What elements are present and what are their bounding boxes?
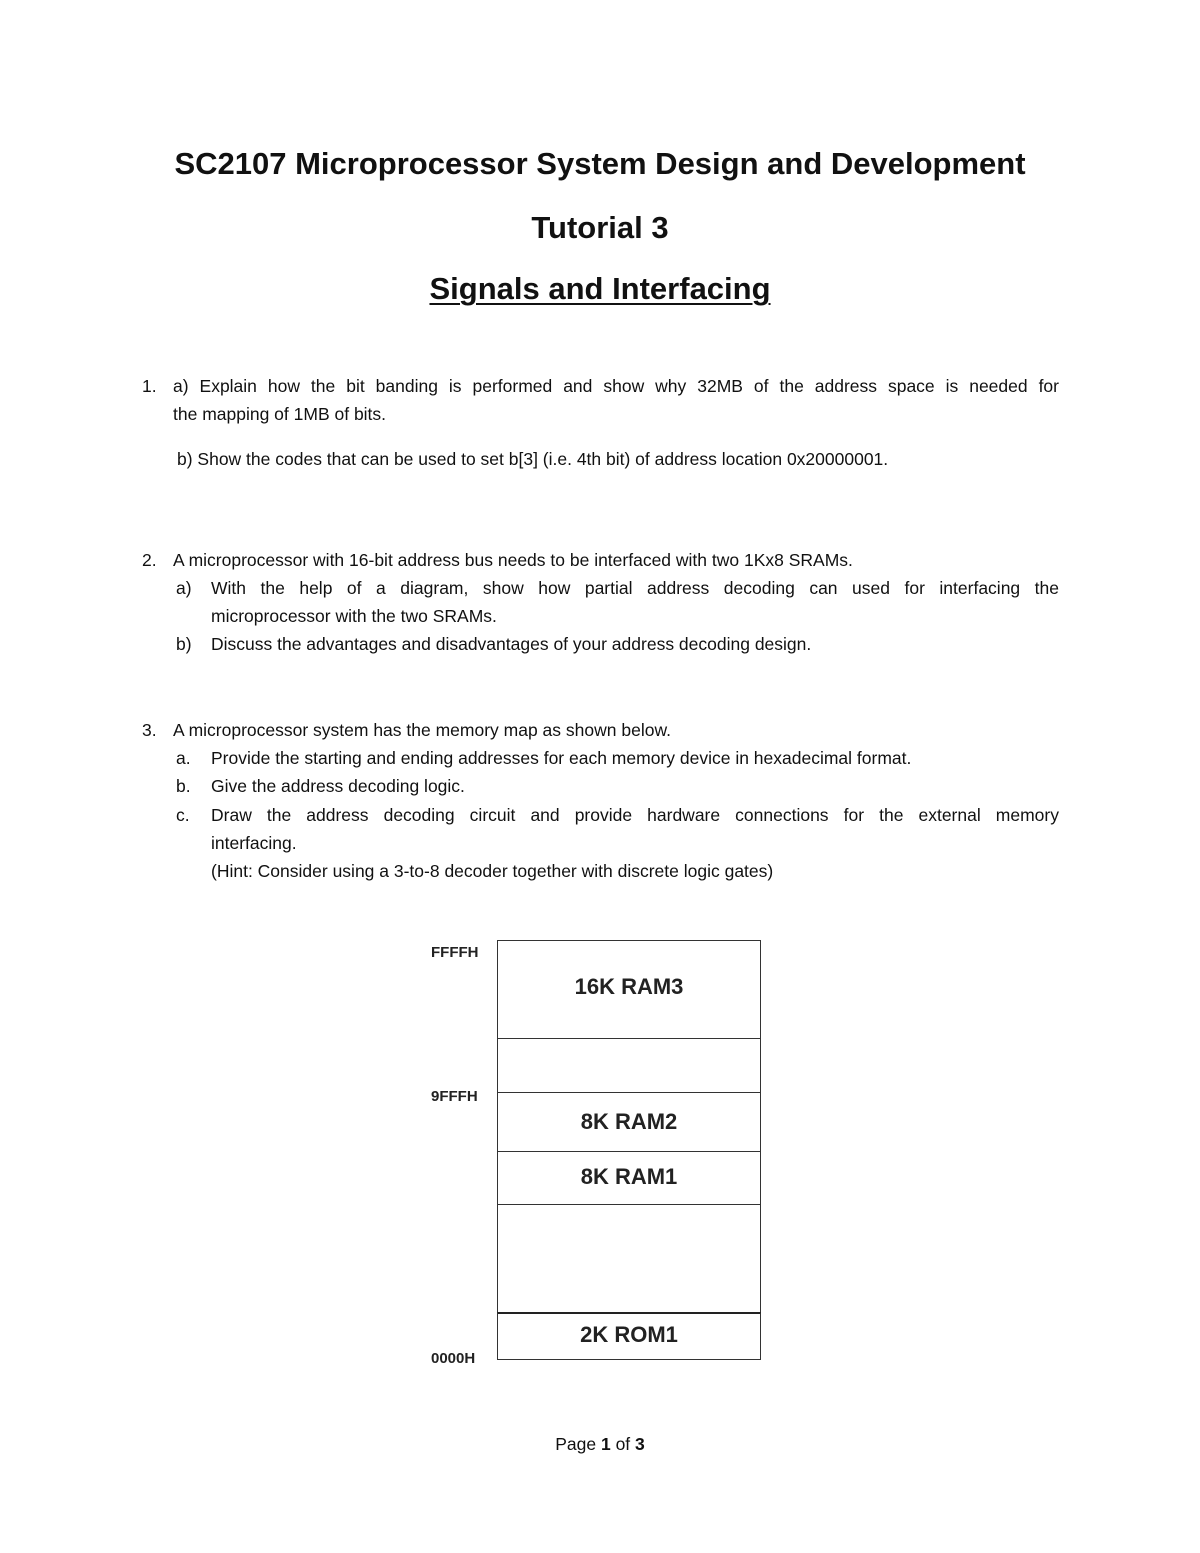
page-of: of — [610, 1434, 636, 1454]
question-number: 1. — [142, 376, 157, 396]
memory-block-unused — [497, 1204, 761, 1312]
memory-block-label: 8K RAM1 — [580, 1164, 678, 1189]
page-current: 1 — [600, 1434, 611, 1454]
question-2a-line1: With the help of a diagram, show how partial address decoding can used for interfacing the — [211, 578, 1059, 598]
memory-block-ram1 — [497, 1151, 761, 1204]
question-2b-line1: Discuss the advantages and disadvantages of your address decoding design. — [211, 634, 812, 654]
part-label: c. — [176, 805, 190, 825]
question-3c-line1: Draw the address decoding circuit and provide hardware connections for the external memory — [211, 805, 1059, 825]
tutorial-topic: Signals and Interfacing — [429, 271, 771, 306]
memory-block-label: 16K RAM3 — [574, 974, 684, 999]
course-title: SC2107 Microprocessor System Design and Development — [174, 146, 1026, 181]
page-number — [0, 1432, 1200, 1456]
question-2-intro: A microprocessor with 16-bit address bus needs to be interfaced with two 1Kx8 SRAMs. — [173, 550, 853, 570]
part-label: b) — [176, 634, 192, 654]
question-1b: b) Show the codes that can be used to set b[3] (i.e. 4th bit) of address location 0x20000001. — [177, 449, 889, 469]
tutorial-number: Tutorial 3 — [531, 210, 669, 245]
page-total: 3 — [635, 1434, 645, 1454]
part-label: a) — [176, 578, 192, 598]
question-3a-line1: Provide the starting and ending addresses for each memory device in hexadecimal format. — [211, 748, 912, 768]
memory-block-ram2 — [497, 1092, 761, 1151]
memory-block-ram3 — [497, 940, 761, 1038]
memory-block-label: 8K RAM2 — [580, 1109, 678, 1134]
question-1a-line1: a) Explain how the bit banding is performed and show why 32MB of the address space is needed for — [173, 376, 1059, 396]
part-label: b. — [176, 776, 191, 796]
address-label-top: FFFFH — [431, 944, 479, 961]
part-label: a. — [176, 748, 191, 768]
memory-block-rom1 — [497, 1312, 761, 1360]
memory-block-unused — [497, 1038, 761, 1092]
page-prefix: Page — [555, 1434, 601, 1454]
question-number: 3. — [142, 720, 157, 740]
question-1a-line2: the mapping of 1MB of bits. — [173, 404, 387, 424]
question-3c-hint: (Hint: Consider using a 3-to-8 decoder together with discrete logic gates) — [211, 861, 774, 881]
address-label-middle: 9FFFH — [431, 1088, 478, 1105]
question-number: 2. — [142, 550, 157, 570]
question-3-intro: A microprocessor system has the memory map as shown below. — [173, 720, 671, 740]
question-3b-line1: Give the address decoding logic. — [211, 776, 465, 796]
memory-block-label: 2K ROM1 — [580, 1322, 678, 1347]
question-3c-line2: interfacing. — [211, 833, 297, 853]
address-label-bottom: 0000H — [431, 1350, 476, 1367]
question-2a-line2: microprocessor with the two SRAMs. — [211, 606, 497, 626]
